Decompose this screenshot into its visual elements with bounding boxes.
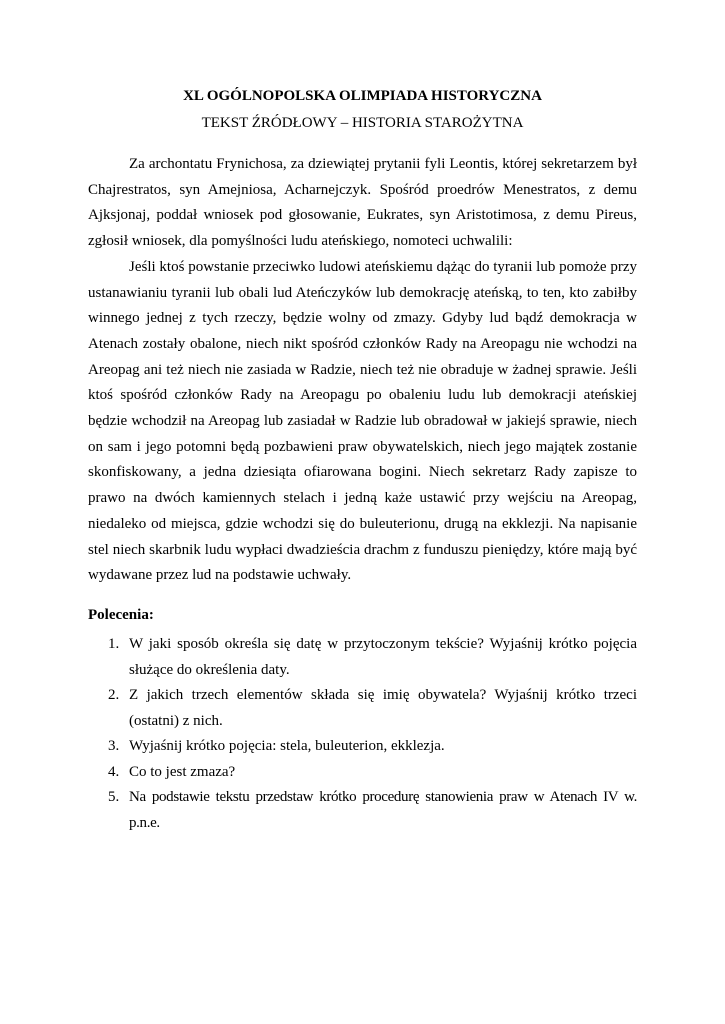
list-item	[88, 760, 637, 786]
document-title: XL OGÓLNOPOLSKA OLIMPIADA HISTORYCZNA	[183, 88, 542, 104]
list-item-text: Wyjaśnij krótko pojęcia: stela, buleuterion, ekklezja.	[129, 738, 445, 754]
list-item-number: 5.	[108, 789, 120, 805]
list-item-text: Co to jest zmaza?	[129, 763, 236, 780]
list-item-number: 1.	[108, 636, 120, 652]
list-item-text: Na podstawie tekstu przedstaw krótko procedurę stanowienia praw w Atenach IV w. p.n.e.	[129, 789, 637, 831]
list-item	[88, 632, 637, 683]
instructions-heading: Polecenia:	[88, 607, 154, 623]
list-item	[88, 785, 637, 836]
list-item-number: 4.	[108, 763, 120, 780]
source-text	[88, 152, 637, 589]
instructions-list	[88, 632, 637, 836]
document-subtitle: TEKST ŹRÓDŁOWY – HISTORIA STAROŻYTNA	[201, 115, 524, 131]
list-item-number: 2.	[108, 687, 120, 703]
paragraph-intro: Za archontatu Frynichosa, za dziewiątej prytanii fyli Leontis, której sekretarzem był Chajrestratos, syn Amejniosa, Acharnejczyk. Spośród proedrów Menestratos, z demu Ajksjonaj, poddał wniosek pod głosowanie, Eukrates, syn Aristotimosa, z demu Pireus, zgłosił wniosek, dla pomyślności ludu ateńskiego, nomoteci uchwalili:	[88, 156, 637, 250]
paragraph-law: Jeśli ktoś powstanie przeciwko ludowi ateńskiemu dążąc do tyranii lub pomoże przy ustanawianiu tyranii lub obali lud Ateńczyków lub demokrację ateńską, to ten, kto zabiłby winnego jednej z tych rzeczy, będzie wolny od zmazy. Gdyby lud bądź demokracja w Atenach zostały obalone, niech nikt spośród członków Rady na Areopagu nie wchodzi na Areopag ani też niech nie zasiada w Radzie, niech też nie obraduje w żadnej sprawie. Jeśli ktoś spośród członków Rady na Areopagu po obaleniu ludu lub demokracji ateńskiej będzie wchodził na Areopag lub zasiadał w Radzie lub obradował w jakiejś sprawie, niech on sam i jego potomni będą pozbawieni praw obywatelskich, niech jego majątek zostanie skonfiskowany, a jedna dziesiąta ofiarowana bogini. Niech sekretarz Rady zapisze to prawo na dwóch kamiennych stelach i jedną każe ustawić przy wejściu na Areopag, niedaleko od miejsca, gdzie wchodzi się do buleuterionu, drugą na ekklezji. Na napisanie stel niech skarbnik ludu wypłaci dwadzieścia drachm z funduszu pieniędzy, które mają być wydawane przez lud na podstawie uchwały.	[88, 258, 637, 584]
list-item-text: Z jakich trzech elementów składa się imię obywatela? Wyjaśnij krótko trzeci (ostatni) z nich.	[129, 687, 637, 729]
list-item-number: 3.	[108, 738, 120, 754]
list-item	[88, 734, 637, 760]
list-item-text: W jaki sposób określa się datę w przytoczonym tekście? Wyjaśnij krótko pojęcia służące do określenia daty.	[129, 636, 637, 678]
list-item	[88, 683, 637, 734]
